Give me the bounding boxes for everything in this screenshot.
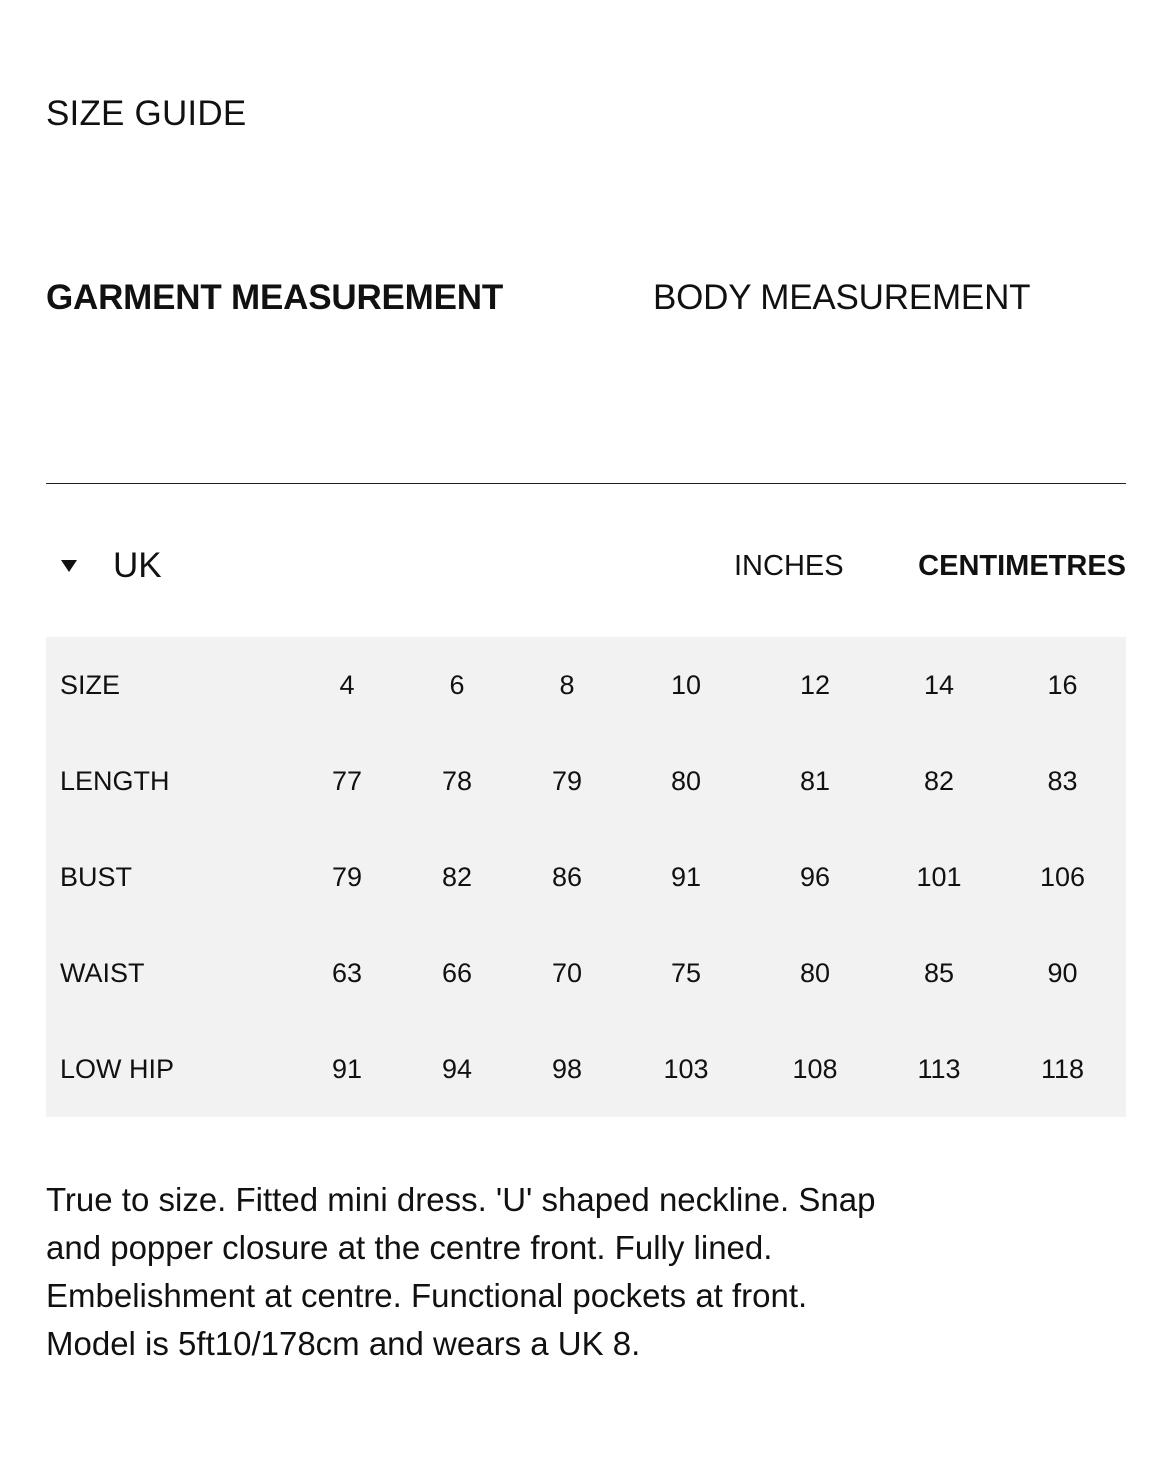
table-row	[46, 1021, 1126, 1117]
table-cell: 91	[670, 861, 702, 892]
table-row	[46, 925, 1126, 1021]
table-cell: 80	[670, 765, 702, 796]
table-cell: 108	[792, 1053, 838, 1084]
table-cell: 103	[663, 1053, 709, 1084]
page-title: SIZE GUIDE	[46, 94, 247, 133]
table-cell: 78	[441, 765, 473, 796]
table-cell: 14	[923, 669, 955, 700]
unit-toggle-centimetres[interactable]: CENTIMETRES	[918, 550, 1126, 582]
table-cell: 6	[449, 669, 465, 700]
table-cell: 81	[799, 765, 831, 796]
description-line: and popper closure at the centre front. Fully lined.	[46, 1229, 773, 1266]
table-cell: 12	[799, 669, 831, 700]
table-cell: 79	[551, 765, 583, 796]
table-cell: 90	[1047, 957, 1078, 988]
table-cell: 94	[441, 1053, 473, 1084]
table-cell: 66	[441, 957, 473, 988]
table-cell: 77	[331, 765, 363, 796]
table-cell: 16	[1047, 669, 1078, 700]
size-chart	[46, 637, 1126, 1117]
table-cell: 10	[670, 669, 702, 700]
product-fit-description	[46, 1176, 1006, 1368]
table-cell: 82	[441, 861, 473, 892]
row-label: SIZE	[60, 669, 121, 700]
table-cell: 91	[331, 1053, 363, 1084]
table-cell: 63	[331, 957, 363, 988]
table-row	[46, 637, 1126, 733]
table-cell: 106	[1039, 861, 1086, 892]
row-label: LENGTH	[60, 765, 170, 796]
table-cell: 75	[670, 957, 702, 988]
caret-down-icon	[61, 560, 77, 572]
unit-toggle-inches[interactable]: INCHES	[734, 550, 844, 582]
region-dropdown[interactable]	[46, 540, 162, 592]
table-cell: 98	[551, 1053, 583, 1084]
description-line: True to size. Fitted mini dress. 'U' shaped neckline. Snap	[46, 1181, 876, 1218]
table-cell: 96	[799, 861, 831, 892]
row-label: BUST	[60, 861, 133, 892]
size-table	[46, 637, 1126, 1117]
section-divider	[46, 483, 1126, 484]
table-cell: 118	[1040, 1053, 1085, 1084]
table-cell: 86	[551, 861, 583, 892]
tab-garment-measurement[interactable]: GARMENT MEASUREMENT	[46, 278, 504, 317]
table-cell: 8	[559, 669, 575, 700]
table-cell: 83	[1047, 765, 1078, 796]
table-cell: 113	[917, 1053, 961, 1084]
table-cell: 70	[551, 957, 583, 988]
description-line: Model is 5ft10/178cm and wears a UK 8.	[46, 1325, 641, 1362]
measurement-tabs	[46, 278, 1126, 322]
row-label: WAIST	[60, 957, 145, 988]
size-guide-controls	[46, 540, 1126, 592]
tab-body-measurement[interactable]: BODY MEASUREMENT	[653, 278, 1031, 317]
table-cell: 4	[339, 669, 355, 700]
table-cell: 101	[916, 861, 962, 892]
table-row	[46, 829, 1126, 925]
table-cell: 79	[331, 861, 363, 892]
description-line: Embelishment at centre. Functional pockets at front.	[46, 1277, 808, 1314]
table-cell: 85	[923, 957, 955, 988]
row-label: LOW HIP	[60, 1053, 175, 1084]
region-selected-label: UK	[113, 546, 162, 585]
table-cell: 82	[923, 765, 955, 796]
table-cell: 80	[799, 957, 831, 988]
table-row	[46, 733, 1126, 829]
